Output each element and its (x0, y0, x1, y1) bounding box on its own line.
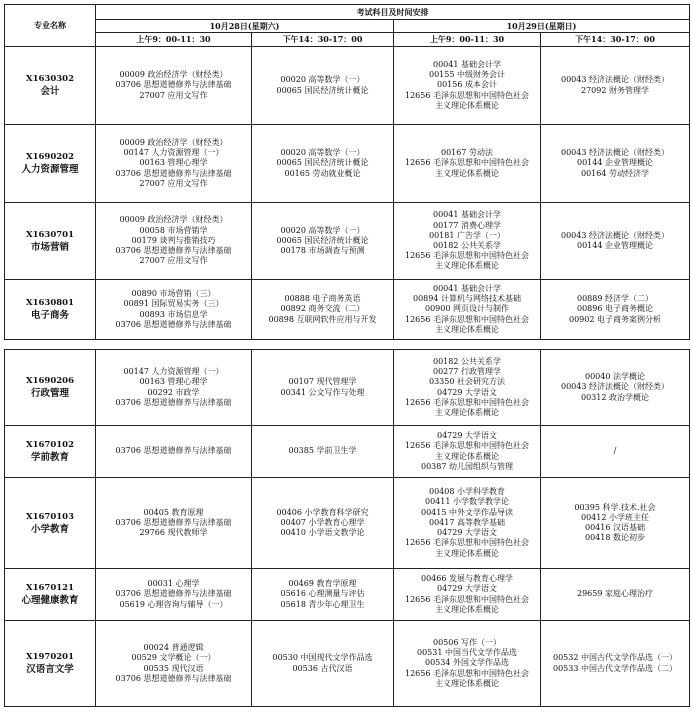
major-cell (5, 47, 96, 125)
course-line: 00043 经济法概论（财经类） (561, 230, 669, 240)
course-line: 04729 大学语文 (437, 528, 497, 538)
session-cell-sat-am (96, 350, 252, 426)
course-line: 00892 商务交流（二） (280, 304, 365, 314)
major-row (5, 426, 690, 478)
course-line: 主义理论体系概论 (435, 678, 499, 688)
major-code: X1690202 (26, 152, 74, 162)
course-line: 05619 心理咨询与辅导（一） (119, 599, 228, 609)
session-cell-sun-am (394, 125, 541, 203)
session-cell-sat-am (96, 280, 252, 340)
course-line: 00387 幼儿园组织与管理 (421, 461, 513, 471)
course-line: 00898 互联网软件应用与开发 (268, 314, 377, 324)
course-line: 00058 市场营销学 (139, 225, 208, 235)
session-cell-sat-pm (252, 478, 394, 569)
major-row (5, 125, 690, 203)
major-row (5, 47, 690, 125)
major-row (5, 203, 690, 280)
course-line: 12656 毛泽东思想和中国特色社会 (405, 90, 529, 100)
course-line: 00179 谈判与推销技巧 (131, 235, 216, 245)
major-cell (5, 569, 96, 621)
course-line: 00020 高等数学（一） (280, 75, 365, 85)
course-line: 05616 心理测量与评估 (280, 589, 365, 599)
major-name: 汉语言文学 (26, 664, 74, 675)
course-line: 03706 思想道德修养与法律基础 (115, 517, 232, 527)
course-line: 00469 教育学原理 (288, 579, 357, 589)
major-row (5, 569, 690, 621)
course-line: 00894 计算机与网络技术基础 (413, 294, 521, 304)
session-cell-sat-pm (252, 280, 394, 340)
course-line: 00178 市场调查与预测 (280, 246, 365, 256)
major-row (5, 478, 690, 569)
slot-header-sun-am: 上午9：00-11：30 (394, 33, 541, 47)
major-code: X1630701 (26, 229, 74, 240)
course-line: 00020 高等数学（一） (280, 148, 365, 158)
session-cell-sat-am (96, 621, 252, 707)
major-name: 小学教育 (30, 523, 69, 535)
course-line: / (613, 446, 617, 456)
major-column-header: 专业名称 (5, 5, 96, 47)
session-cell-sat-am (96, 426, 252, 478)
session-cell-sun-am (394, 478, 541, 569)
session-cell-sun-pm (541, 280, 690, 340)
course-line: 00531 中国当代文学作品选 (417, 648, 517, 658)
course-line: 00532 中国古代文学作品选（一） (553, 653, 677, 663)
course-line: 主义理论体系概论 (435, 168, 499, 178)
session-cell-sun-am (394, 569, 541, 621)
session-cell-sun-am (394, 350, 541, 426)
course-line: 00065 国民经济统计概论 (276, 158, 369, 168)
course-line: 00163 管理心理学 (139, 158, 208, 168)
course-line: 主义理论体系概论 (435, 324, 499, 334)
course-line: 00891 国际贸易实务（三） (123, 299, 224, 309)
major-cell (5, 426, 96, 478)
course-line: 00177 消费心理学 (433, 220, 501, 230)
session-cell-sat-am (96, 569, 252, 621)
course-line: 主义理论体系概论 (435, 407, 499, 417)
course-line: 00165 劳动就业概论 (284, 168, 361, 178)
course-line: 27092 财务管理学 (581, 85, 649, 95)
course-line: 00536 古代汉语 (292, 663, 353, 673)
course-line: 03706 思想道德修养与法律基础 (115, 589, 232, 599)
day-header-oct29: 10月29日(星期日) (394, 20, 690, 33)
course-line: 主义理论体系概论 (435, 261, 499, 271)
course-line: 03706 思想道德修养与法律基础 (115, 168, 232, 178)
course-line: 00533 中国古代文学作品选（二） (553, 663, 677, 673)
course-line: 03706 思想道德修养与法律基础 (115, 319, 232, 329)
session-cell-sun-pm (541, 426, 690, 478)
course-line: 03706 思想道德修养与法律基础 (115, 246, 232, 256)
header-row-slots (5, 33, 690, 47)
major-cell (5, 203, 96, 280)
session-cell-sat-pm (252, 125, 394, 203)
major-name: 人力资源管理 (21, 164, 79, 175)
major-code: X1670102 (26, 440, 74, 450)
course-line: 04729 大学语文 (437, 584, 497, 594)
session-cell-sun-am (394, 426, 541, 478)
course-line: 00534 外国文学作品选 (425, 658, 509, 668)
major-cell (5, 621, 96, 707)
course-line: 00900 网页设计与制作 (425, 304, 509, 314)
course-line: 05618 青少年心理卫生 (280, 599, 365, 609)
major-row (5, 621, 690, 707)
course-line: 03706 思想道德修养与法律基础 (115, 673, 232, 683)
course-line: 00043 经济法概论（财经类） (561, 148, 669, 158)
course-line: 00144 企业管理概论 (577, 158, 653, 168)
header-row-title (5, 5, 690, 20)
course-line: 00530 中国现代文学作品选 (272, 653, 373, 663)
course-line: 00043 经济法概论（财经类） (561, 382, 669, 392)
major-code: X1690206 (26, 376, 74, 386)
course-line: 00009 政治经济学（财经类） (119, 137, 228, 147)
session-cell-sun-pm (541, 478, 690, 569)
major-code: X1670121 (26, 583, 74, 593)
course-line: 00411 小学数学教学论 (425, 497, 509, 507)
course-line: 00167 劳动法 (441, 148, 493, 158)
course-line: 27007 应用文写作 (139, 90, 208, 100)
course-line: 00893 市场信息学 (139, 309, 208, 319)
course-line: 00406 小学教育科学研究 (276, 507, 369, 517)
course-line: 00024 普通逻辑 (143, 643, 204, 653)
major-cell (5, 350, 96, 426)
course-line: 00009 政治经济学（财经类） (119, 70, 228, 80)
course-line: 29659 家庭心理治疗 (577, 589, 653, 599)
course-line: 00415 中外文学作品导读 (421, 507, 513, 517)
course-line: 00341 公文写作与处理 (280, 387, 365, 397)
course-line: 00395 科学.技术.社会 (574, 502, 656, 512)
course-line: 00156 成本会计 (437, 80, 497, 90)
major-code: X1630302 (26, 74, 74, 84)
course-line: 00277 行政管理学 (433, 367, 501, 377)
course-line: 00182 公共关系学 (433, 356, 501, 366)
session-cell-sat-pm (252, 350, 394, 426)
course-line: 00163 管理心理学 (139, 377, 208, 387)
course-line: 00043 经济法概论（财经类） (561, 75, 669, 85)
session-cell-sun-pm (541, 350, 690, 426)
course-line: 04729 大学语文 (437, 431, 497, 441)
course-line: 00410 小学语文教学论 (280, 528, 365, 538)
exam-schedule-table-2 (4, 349, 690, 707)
session-cell-sat-am (96, 47, 252, 125)
major-cell (5, 478, 96, 569)
course-line: 00041 基础会计学 (433, 283, 501, 293)
session-cell-sun-pm (541, 47, 690, 125)
course-line: 00041 基础会计学 (433, 59, 501, 69)
session-cell-sun-pm (541, 203, 690, 280)
slot-header-sat-pm: 下午14：30-17：00 (252, 33, 394, 47)
session-cell-sat-pm (252, 621, 394, 707)
course-line: 00312 政治学概论 (581, 392, 649, 402)
course-line: 12656 毛泽东思想和中国特色社会 (405, 441, 529, 451)
course-line: 00417 高等教学基础 (429, 517, 505, 527)
major-name: 市场营销 (30, 241, 69, 253)
major-cell (5, 125, 96, 203)
course-line: 00065 国民经济统计概论 (276, 85, 369, 95)
session-cell-sat-am (96, 478, 252, 569)
major-name: 心理健康教育 (21, 595, 79, 606)
major-name: 学前教育 (30, 452, 69, 463)
course-line: 00107 现代管理学 (288, 377, 357, 387)
course-line: 00164 劳动经济学 (581, 168, 649, 178)
course-line: 主义理论体系概论 (435, 451, 499, 461)
major-name: 会计 (40, 86, 60, 97)
course-line: 00031 心理学 (147, 579, 200, 589)
course-line: 03350 社会研究方法 (429, 377, 505, 387)
course-line: 00181 广告学（一） (429, 230, 505, 240)
session-cell-sat-pm (252, 203, 394, 280)
course-line: 00466 发展与教育心理学 (421, 574, 513, 584)
course-line: 00147 人力资源管理（一） (123, 148, 224, 158)
course-line: 00418 数论初步 (585, 533, 645, 543)
major-code: X1670103 (26, 511, 74, 522)
course-line: 04729 大学语文 (437, 387, 497, 397)
course-line: 12656 毛泽东思想和中国特色社会 (405, 538, 529, 548)
course-line: 00292 市政学 (147, 387, 200, 397)
slot-header-sun-pm: 下午14：30-17：00 (541, 33, 690, 47)
course-line: 29766 现代教师学 (139, 528, 208, 538)
course-line: 00888 电子商务英语 (284, 294, 361, 304)
course-line: 00144 企业管理概论 (577, 241, 653, 250)
course-line: 00407 小学教育心理学 (280, 517, 365, 527)
course-line: 00385 学前卫生学 (288, 446, 357, 456)
course-line: 03706 思想道德修养与法律基础 (115, 397, 232, 407)
course-line: 00182 公共关系学 (433, 241, 501, 250)
course-line: 12656 毛泽东思想和中国特色社会 (405, 314, 529, 324)
course-line: 00889 经济学（二） (577, 294, 653, 304)
course-line: 00041 基础会计学 (433, 210, 501, 220)
course-line: 03706 思想道德修养与法律基础 (115, 80, 232, 90)
major-name: 电子商务 (30, 310, 69, 321)
major-name: 行政管理 (30, 388, 69, 399)
course-line: 03706 思想道德修养与法律基础 (115, 446, 232, 456)
course-line: 00147 人力资源管理（一） (123, 367, 224, 377)
schedule-title: 考试科目及时间安排 (96, 5, 690, 20)
session-cell-sat-pm (252, 569, 394, 621)
course-line: 00506 写作（一） (433, 637, 501, 647)
session-cell-sat-pm (252, 47, 394, 125)
course-line: 00535 现代汉语 (143, 663, 204, 673)
course-line: 00896 电子商务概论 (577, 304, 653, 314)
day-header-oct28: 10月28日(星期六) (96, 20, 394, 33)
course-line: 00416 汉语基础 (585, 523, 645, 532)
slot-header-sat-am: 上午9：00-11：30 (96, 33, 252, 47)
course-line: 12656 毛泽东思想和中国特色社会 (405, 397, 529, 407)
session-cell-sun-pm (541, 569, 690, 621)
course-line: 00009 政治经济学（财经类） (119, 215, 228, 225)
course-line: 00890 市场营销（三） (131, 289, 216, 299)
major-code: X1970201 (26, 652, 74, 662)
session-cell-sat-am (96, 125, 252, 203)
course-line: 00408 小学科学教育 (429, 487, 505, 497)
session-cell-sun-am (394, 280, 541, 340)
header-row-days (5, 20, 690, 33)
course-line: 12656 毛泽东思想和中国特色社会 (405, 668, 529, 678)
course-line: 00902 电子商务案例分析 (569, 314, 661, 324)
course-line: 12656 毛泽东思想和中国特色社会 (405, 158, 529, 168)
session-cell-sun-pm (541, 621, 690, 707)
course-line: 00040 法学概论 (585, 372, 645, 382)
course-line: 00412 小学班主任 (581, 512, 649, 522)
course-line: 00020 高等数学（一） (280, 225, 365, 235)
course-line: 主义理论体系概论 (435, 100, 499, 110)
course-line: 主义理论体系概论 (435, 604, 499, 614)
exam-schedule-table-1 (4, 4, 690, 340)
course-line: 00405 教育原理 (143, 507, 204, 517)
major-row (5, 350, 690, 426)
session-cell-sun-am (394, 203, 541, 280)
session-cell-sun-am (394, 47, 541, 125)
course-line: 00529 文学概论（一） (131, 653, 216, 663)
session-cell-sat-am (96, 203, 252, 280)
course-line: 27007 应用文写作 (139, 256, 208, 266)
session-cell-sun-pm (541, 125, 690, 203)
major-code: X1630801 (26, 298, 74, 308)
course-line: 27007 应用文写作 (139, 178, 208, 188)
major-row (5, 280, 690, 340)
course-line: 12656 毛泽东思想和中国特色社会 (405, 594, 529, 604)
course-line: 12656 毛泽东思想和中国特色社会 (405, 251, 529, 261)
session-cell-sun-am (394, 621, 541, 707)
course-line: 00155 中级财务会计 (429, 70, 505, 80)
course-line: 主义理论体系概论 (435, 548, 499, 558)
course-line: 00065 国民经济统计概论 (276, 235, 369, 245)
session-cell-sat-pm (252, 426, 394, 478)
major-cell (5, 280, 96, 340)
